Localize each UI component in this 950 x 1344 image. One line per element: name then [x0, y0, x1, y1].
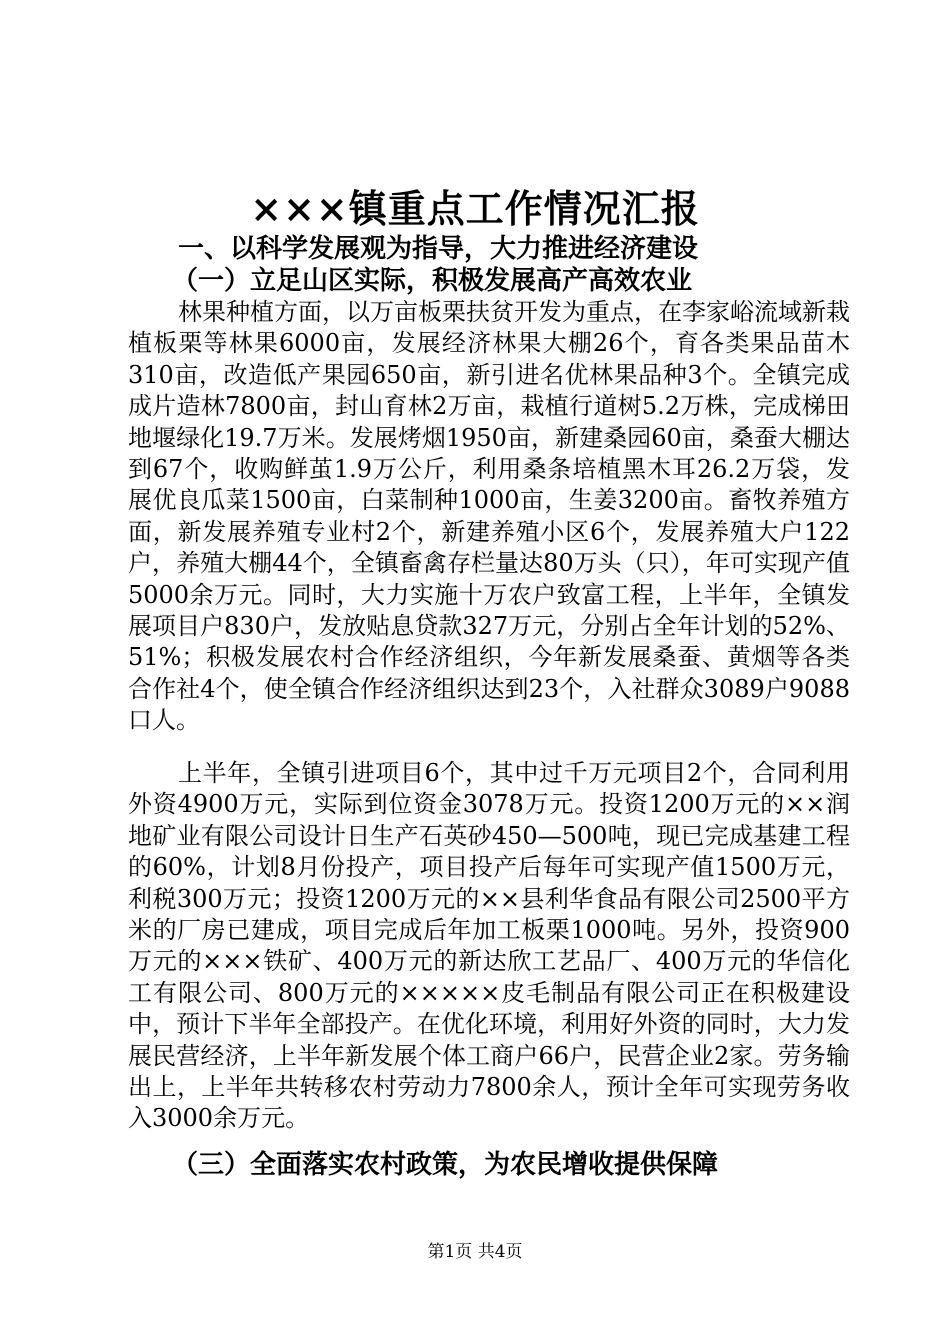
page-footer: 第1页 共4页	[427, 1242, 523, 1262]
subsection-heading-1: （一）立足山区实际，积极发展高产高效农业	[172, 266, 693, 296]
section-heading-1: 一、以科学发展观为指导，大力推进经济建设	[178, 234, 699, 264]
document-title: ×××镇重点工作情况汇报	[250, 186, 700, 231]
subsection-heading-3: （三）全面落实农村政策，为农民增收提供保障	[172, 1150, 719, 1180]
body-paragraph-2: 上半年，全镇引进项目6个，其中过千万元项目2个，合同利用外资4900万元，实际到位资金3078万元。投资1200万元的××润地矿业有限公司设计日生产石英砂450—500吨，现已完成基建工程的60%，计划8月份投产，项目投产后每年可实现产值1500万元，利税300万元；投资1200万元的××县利华食品有限公司2500平方米的厂房已建成，项目完成后年加工板栗1000吨。另外，投资900万元的×××铁矿、400万元的新达欣工艺品厂、400万元的华信化工有限公司、800万元的×××××皮毛制品有限公司正在积极建设中，预计下半年全部投产。在优化环境，利用好外资的同时，大力发展民营经济，上半年新发展个体工商户66户，民营企业2家。劳务输出上，上半年共转移农村劳动力7800余人，预计全年可实现劳务收入3000余万元。	[128, 759, 850, 1133]
body-paragraph-1: 林果种植方面，以万亩板栗扶贫开发为重点，在李家峪流域新栽植板栗等林果6000亩，发展经济林果大棚26个，育各类果品苗木310亩，改造低产果园650亩，新引进名优林果品种3个。全镇完成成片造林7800亩，封山育林2万亩，栽植行道树5.2万株，完成梯田地堰绿化19.7万米。发展烤烟1950亩，新建桑园60亩，桑蚕大棚达到67个，收购鲜茧1.9万公斤，利用桑条培植黑木耳26.2万袋，发展优良瓜菜1500亩，白菜制种1000亩，生姜3200亩。畜牧养殖方面，新发展养殖专业村2个，新建养殖小区6个，发展养殖大户122户，养殖大棚44个，全镇畜禽存栏量达80万头（只），年可实现产值5000余万元。同时，大力实施十万农户致富工程，上半年，全镇发展项目户830户，发放贴息贷款327万元，分别占全年计划的52%、51%；积极发展农村合作经济组织，今年新发展桑蚕、黄烟等各类合作社4个，使全镇合作经济组织达到23个，入社群众3089户9088口人。	[128, 298, 850, 735]
